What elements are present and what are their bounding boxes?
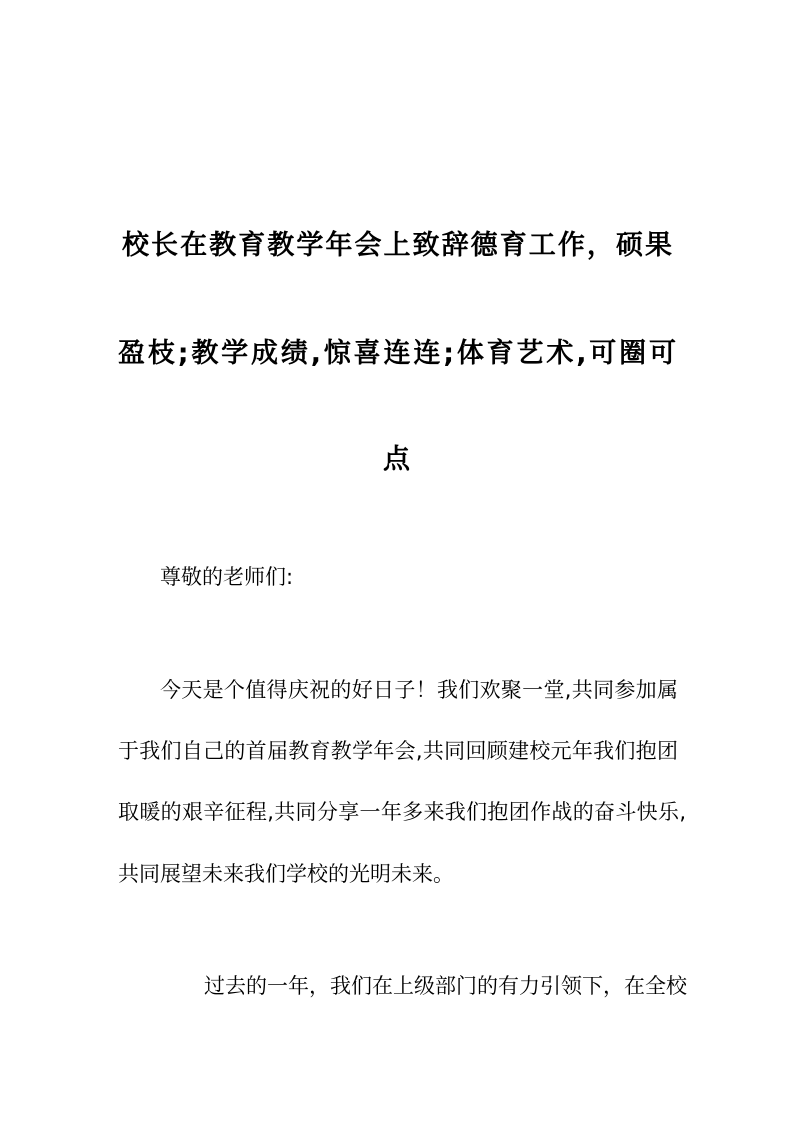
paragraph-2-line-1: 过去的一年，我们在上级部门的有力引领下，在全校 (204, 974, 687, 998)
title-line-1: 校长在教育教学年会上致辞德育工作，硕果 (122, 230, 672, 261)
paragraph-1-line-4: 共同展望未来我们学校的光明未来。 (118, 862, 454, 886)
salutation: 尊敬的老师们: (160, 565, 294, 589)
title-line-3: 点 (383, 444, 410, 475)
paragraph-1-line-2: 于我们自己的首届教育教学年会,共同回顾建校元年我们抱团 (118, 739, 678, 763)
paragraph-1-line-3: 取暖的艰辛征程,共同分享一年多来我们抱团作战的奋斗快乐, (118, 800, 686, 824)
paragraph-1-line-1: 今天是个值得庆祝的好日子！我们欢聚一堂,共同参加属 (160, 678, 678, 702)
title-line-2: 盈枝;教学成绩,惊喜连连;体育艺术,可圈可 (118, 338, 676, 369)
